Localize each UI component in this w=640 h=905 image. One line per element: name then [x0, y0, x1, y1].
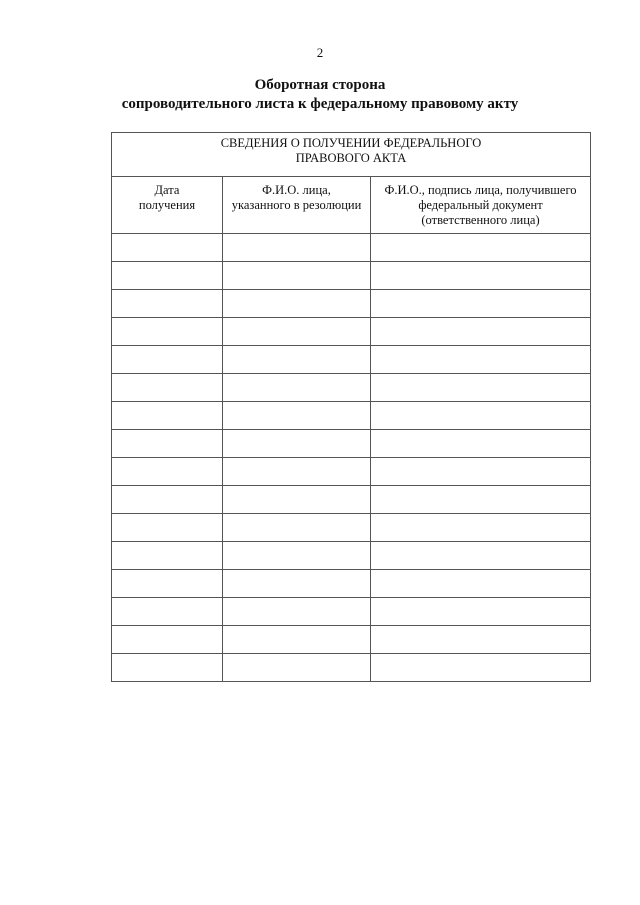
- table-row: [112, 234, 591, 262]
- column-header-person: [223, 177, 371, 234]
- person-cell: [223, 598, 371, 626]
- person-cell: [223, 542, 371, 570]
- table-row: [112, 570, 591, 598]
- person-cell: [223, 262, 371, 290]
- signature-cell: [371, 514, 591, 542]
- date-cell: [112, 514, 223, 542]
- signature-cell: [371, 430, 591, 458]
- table-row: [112, 374, 591, 402]
- heading-line-1: Оборотная сторона: [254, 77, 386, 93]
- date-cell: [112, 486, 223, 514]
- person-cell: [223, 458, 371, 486]
- column-header-line: Ф.И.О., подпись лица, получившего: [384, 183, 577, 197]
- table-row: [112, 654, 591, 682]
- page-number: 2: [316, 45, 324, 60]
- signature-cell: [371, 654, 591, 682]
- column-header-line: получения: [138, 198, 196, 212]
- table-title: [112, 133, 591, 177]
- date-cell: [112, 626, 223, 654]
- table-row: [112, 290, 591, 318]
- date-cell: [112, 598, 223, 626]
- date-cell: [112, 318, 223, 346]
- date-cell: [112, 430, 223, 458]
- column-header-date: [112, 177, 223, 234]
- column-header-line: указанного в резолюции: [231, 198, 362, 212]
- signature-cell: [371, 570, 591, 598]
- signature-cell: [371, 402, 591, 430]
- table-title-line-2: ПРАВОВОГО АКТА: [295, 151, 407, 165]
- table-row: [112, 626, 591, 654]
- person-cell: [223, 234, 371, 262]
- table-row: [112, 458, 591, 486]
- document-heading: [0, 76, 640, 114]
- signature-cell: [371, 598, 591, 626]
- person-cell: [223, 570, 371, 598]
- date-cell: [112, 374, 223, 402]
- signature-cell: [371, 318, 591, 346]
- table-title-line-1: СВЕДЕНИЯ О ПОЛУЧЕНИИ ФЕДЕРАЛЬНОГО: [220, 136, 482, 150]
- signature-cell: [371, 458, 591, 486]
- person-cell: [223, 430, 371, 458]
- table-row: [112, 318, 591, 346]
- person-cell: [223, 290, 371, 318]
- signature-cell: [371, 542, 591, 570]
- table-row: [112, 514, 591, 542]
- date-cell: [112, 262, 223, 290]
- signature-cell: [371, 234, 591, 262]
- column-header-line: федеральный документ: [418, 198, 543, 212]
- column-header-line: (ответственного лица): [421, 213, 540, 227]
- table-row: [112, 262, 591, 290]
- person-cell: [223, 654, 371, 682]
- person-cell: [223, 486, 371, 514]
- date-cell: [112, 542, 223, 570]
- table-row: [112, 486, 591, 514]
- date-cell: [112, 290, 223, 318]
- table-row: [112, 430, 591, 458]
- table-row: [112, 402, 591, 430]
- column-header-line: Дата: [154, 183, 180, 197]
- signature-cell: [371, 262, 591, 290]
- person-cell: [223, 626, 371, 654]
- column-header-signature: [371, 177, 591, 234]
- signature-cell: [371, 626, 591, 654]
- date-cell: [112, 234, 223, 262]
- heading-line-2: сопроводительного листа к федеральному правовому акту: [121, 96, 519, 112]
- table-row: [112, 598, 591, 626]
- column-header-line: Ф.И.О. лица,: [262, 183, 331, 197]
- date-cell: [112, 402, 223, 430]
- signature-cell: [371, 374, 591, 402]
- table-row: [112, 542, 591, 570]
- date-cell: [112, 346, 223, 374]
- table-row: [112, 346, 591, 374]
- signature-cell: [371, 290, 591, 318]
- date-cell: [112, 654, 223, 682]
- date-cell: [112, 458, 223, 486]
- receipt-table-body: [112, 234, 591, 682]
- person-cell: [223, 346, 371, 374]
- person-cell: [223, 374, 371, 402]
- date-cell: [112, 570, 223, 598]
- person-cell: [223, 514, 371, 542]
- signature-cell: [371, 486, 591, 514]
- receipt-table: [111, 132, 591, 682]
- signature-cell: [371, 346, 591, 374]
- person-cell: [223, 318, 371, 346]
- person-cell: [223, 402, 371, 430]
